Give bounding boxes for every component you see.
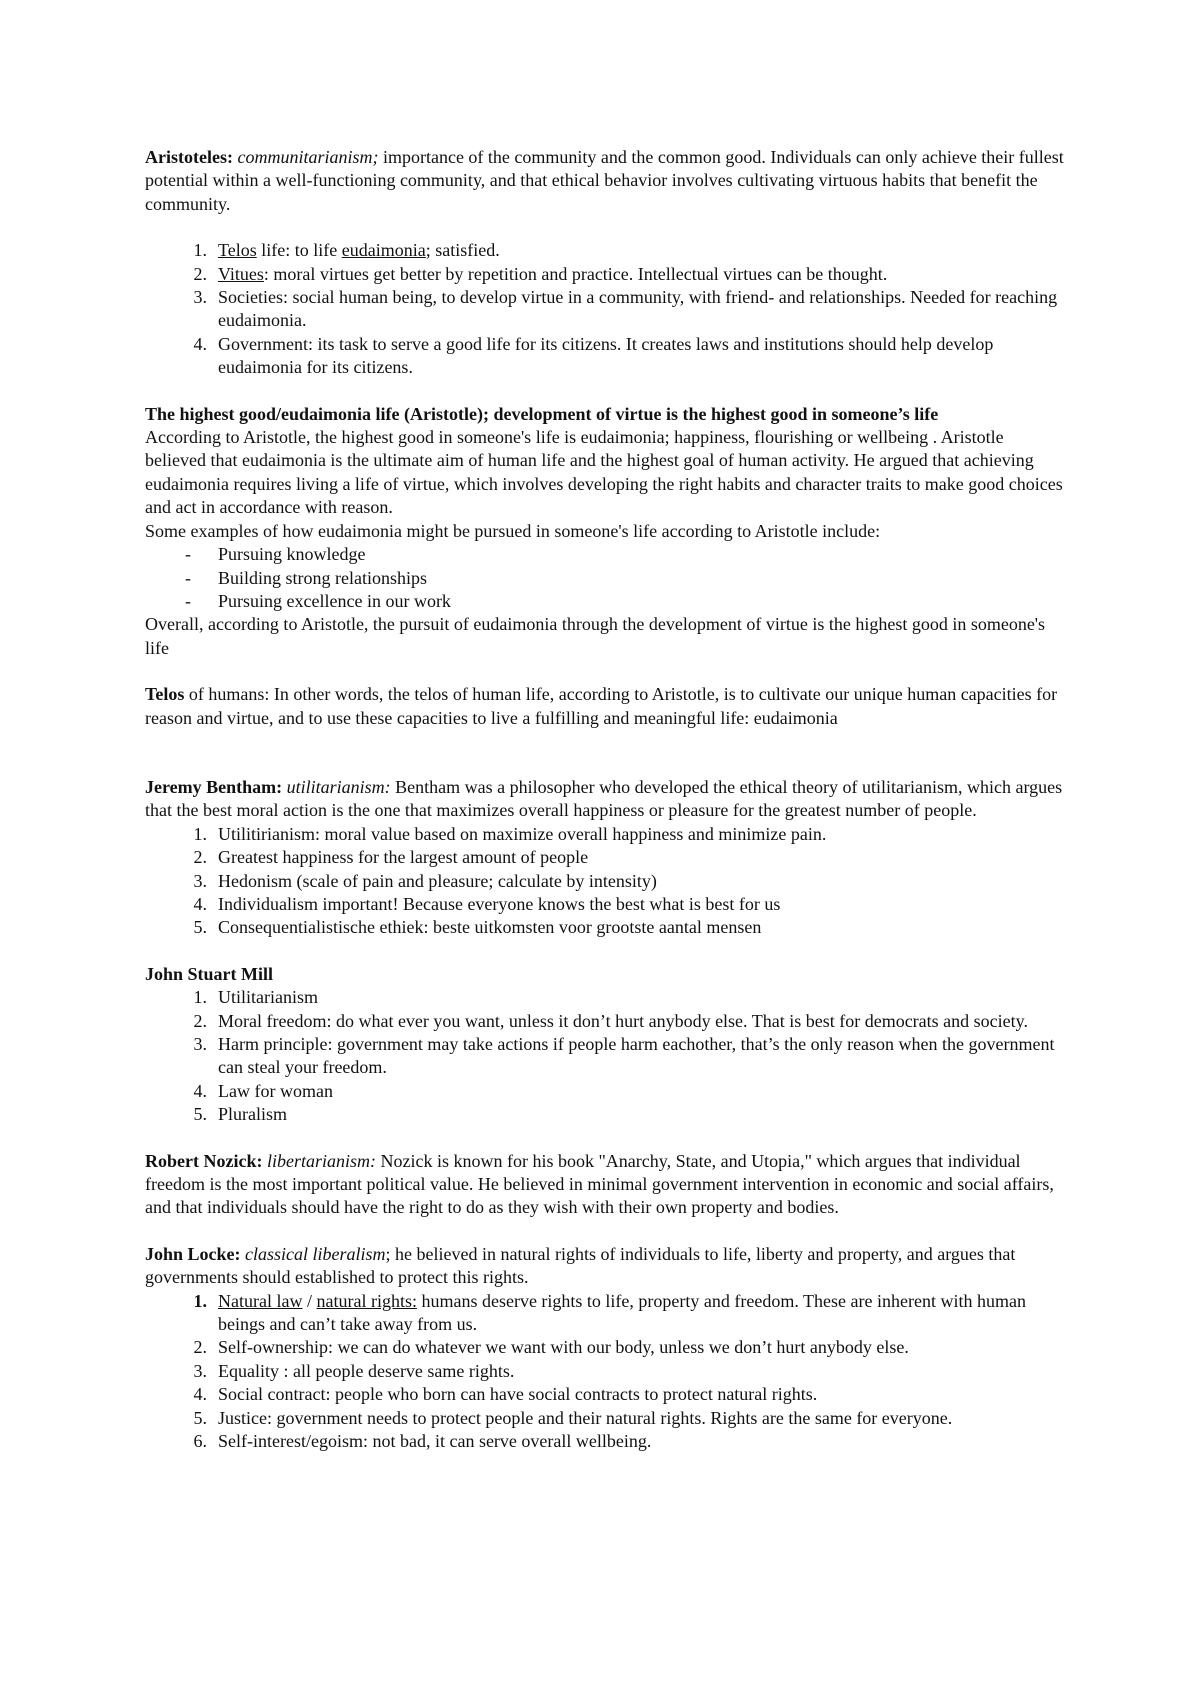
bentham-name: Jeremy Bentham:	[145, 776, 283, 797]
bentham-paragraph: Jeremy Bentham: utilitarianism: Bentham was a philosopher who developed the ethical theory of utilitarianism, which argues that the best moral action is the one that maximizes overall happiness or pleasure for the greatest number of people.	[145, 776, 1063, 821]
mill-list	[145, 986, 1065, 1126]
nozick-paragraph: Robert Nozick: libertarianism: Nozick is known for his book "Anarchy, State, and Utopia," which argues that individual freedom is the most important political value. He believed in minimal government intervention in economic and social affairs, and that individuals should have the right to do as they wish with their own property and bodies.	[145, 1150, 1054, 1218]
list-item: 1. Utilitarianism	[193, 987, 318, 1008]
highest-good-paragraph: According to Aristotle, the highest good in someone's life is eudaimonia; happiness, flourishing or wellbeing . Aristotle believed that eudaimonia is the ultimate aim of human life and the highest goal of human activity. He argued that achieving eudaimonia requires living a life of virtue, which involves developing the right habits and character traits to make good choices and act in accordance with reason.	[145, 427, 1063, 518]
list-item: 1. Utilitirianism: moral value based on maximize overall happiness and minimize pain.	[193, 823, 827, 844]
aristoteles-school: communitarianism;	[237, 147, 379, 167]
list-item: - Building strong relationships	[185, 567, 427, 588]
nozick-school: libertarianism:	[266, 1150, 376, 1171]
list-item: 4. Social contract: people who born can have social contracts to protect natural rights.	[193, 1384, 818, 1405]
highest-good-bullets	[145, 543, 1065, 613]
highest-good-conclusion: Overall, according to Aristotle, the pursuit of eudaimonia through the development of virtue is the highest good in someone's life	[145, 614, 1046, 658]
highest-good-heading: The highest good/eudaimonia life (Aristotle); development of virtue is the highest good in someone’s life	[145, 403, 939, 424]
list-item: 3. Hedonism (scale of pain and pleasure; calculate by intensity)	[193, 870, 657, 891]
list-item: 2. Moral freedom: do what ever you want, unless it don’t hurt anybody else. That is best for democrats and society.	[193, 1010, 1028, 1031]
list-item: 3. Societies: social human being, to develop virtue in a community, with friend- and relationships. Needed for reaching eudaimonia.	[193, 287, 1058, 331]
list-item: - Pursuing excellence in our work	[185, 590, 451, 611]
list-item: 3. Equality : all people deserve same rights.	[193, 1360, 515, 1381]
locke-list	[145, 1290, 1065, 1454]
list-item: 4. Law for woman	[193, 1080, 333, 1101]
nozick-name: Robert Nozick:	[145, 1150, 263, 1171]
document-page	[145, 146, 1065, 1454]
mill-heading: John Stuart Mill	[145, 963, 274, 984]
list-item: 5. Consequentialistische ethiek: beste uitkomsten voor grootste aantal mensen	[193, 917, 762, 938]
list-item: 1. Telos life: to life eudaimonia; satisfied.	[193, 240, 500, 261]
locke-school: classical liberalism	[245, 1243, 386, 1264]
list-item: 1. Natural law / natural rights: humans deserve rights to life, property and freedom. These are inherent with human beings and can’t take away from us.	[193, 1290, 1026, 1335]
bentham-list	[145, 823, 1065, 940]
highest-good-examples-intro: Some examples of how eudaimonia might be pursued in someone's life according to Aristotle include:	[145, 520, 881, 541]
aristoteles-name: Aristoteles:	[145, 147, 233, 167]
aristoteles-list	[145, 239, 1065, 379]
aristoteles-intro: importance of the community and the common good. Individuals can only achieve their fullest potential within a well-functioning community, and that ethical behavior involves cultivating virtuous habits that benefit the community.	[145, 147, 1064, 214]
list-item: 5. Pluralism	[193, 1104, 288, 1125]
telos-term: Telos	[145, 684, 185, 705]
list-item: 3. Harm principle: government may take actions if people harm eachother, that’s the only reason when the government can steal your freedom.	[193, 1034, 1055, 1078]
bentham-school: utilitarianism:	[286, 776, 391, 797]
list-item: 4. Individualism important! Because everyone knows the best what is best for us	[193, 893, 781, 914]
list-item: 2. Self-ownership: we can do whatever we want with our body, unless we don’t hurt anybody else.	[193, 1337, 909, 1358]
list-item: 6. Self-interest/egoism: not bad, it can serve overall wellbeing.	[193, 1431, 652, 1452]
list-item: 4. Government: its task to serve a good life for its citizens. It creates laws and institutions should help develop eudaimonia for its citizens.	[193, 333, 994, 378]
telos-paragraph: Telos of humans: In other words, the telos of human life, according to Aristotle, is to cultivate our unique human capacities for reason and virtue, and to use these capacities to live a fulfilling and meaningful life: eudaimonia	[145, 684, 1058, 728]
aristoteles-paragraph	[145, 146, 1065, 216]
list-item: 2. Greatest happiness for the largest amount of people	[193, 847, 589, 868]
locke-name: John Locke:	[145, 1243, 241, 1264]
list-item: 2. Vitues: moral virtues get better by repetition and practice. Intellectual virtues can be thought.	[193, 263, 888, 284]
locke-paragraph: John Locke: classical liberalism; he believed in natural rights of individuals to life, liberty and property, and argues that governments should established to protect this rights.	[145, 1243, 1016, 1288]
list-item: - Pursuing knowledge	[185, 544, 366, 565]
list-item: 5. Justice: government needs to protect people and their natural rights. Rights are the same for everyone.	[193, 1407, 953, 1428]
